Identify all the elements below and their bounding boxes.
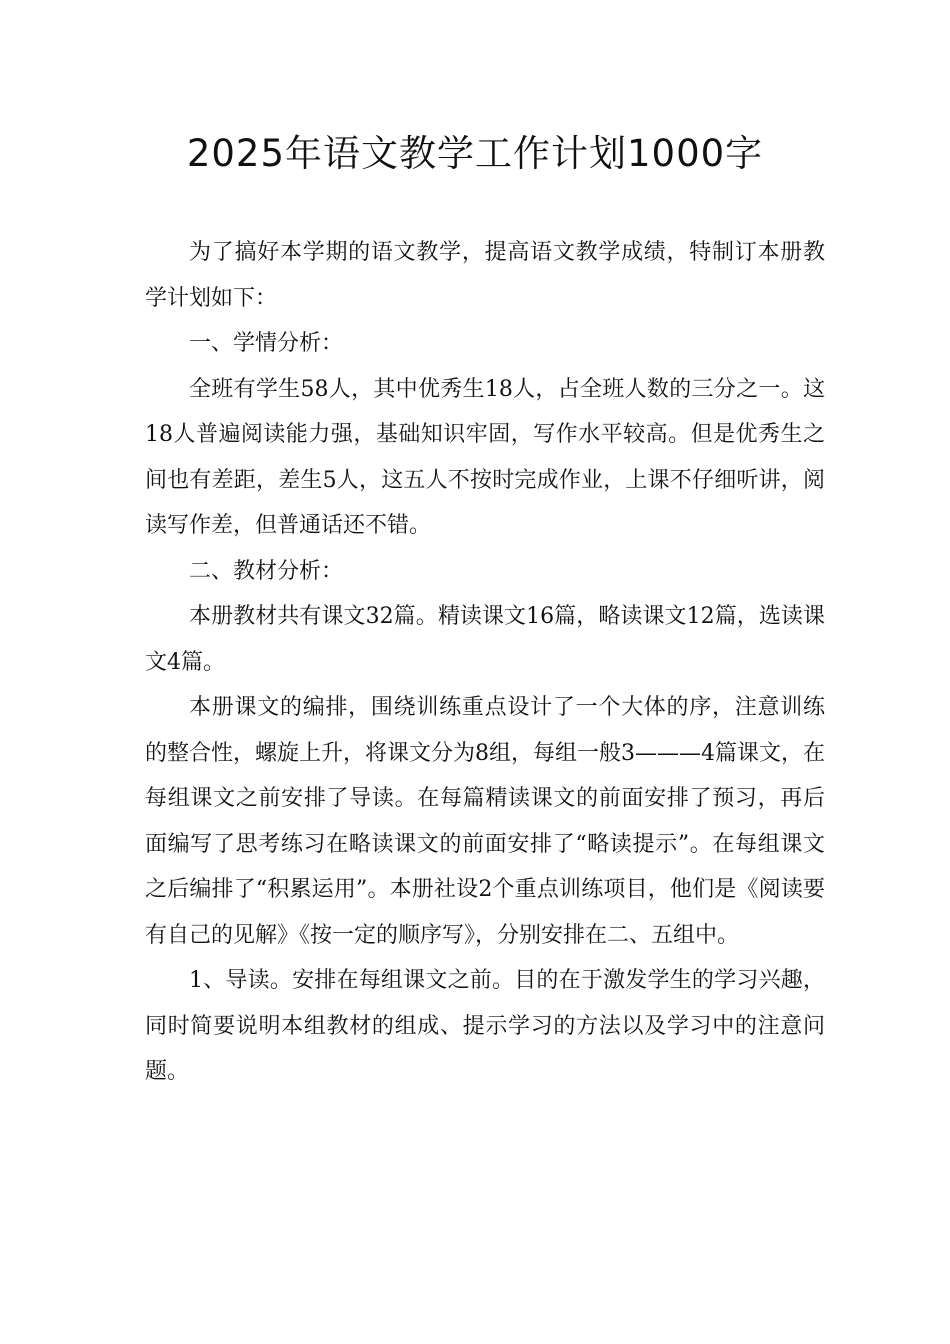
textbook-count-paragraph: 本册教材共有课文32篇。精读课文16篇，略读课文12篇，选读课文4篇。 (145, 604, 825, 675)
section-heading-student-analysis: 一、学情分析： (189, 331, 344, 356)
student-analysis-paragraph: 全班有学生58人，其中优秀生18人，占全班人数的三分之一。这18人普遍阅读能力强，基础知识牢固，写作水平较高。但是优秀生之间也有差距，差生5人，这五人不按时完成作业，上课不仔细听讲，阅读写作差，但普通话还不错。 (145, 376, 825, 538)
guide-reading-paragraph: 1、导读。安排在每组课文之前。目的在于激发学生的学习兴趣，同时简要说明本组教材的组成、提示学习的方法以及学习中的注意问题。 (145, 968, 825, 1084)
textbook-arrangement-paragraph: 本册课文的编排，围绕训练重点设计了一个大体的序，注意训练的整合性，螺旋上升，将课文分为8组，每组一般3———4篇课文，在每组课文之前安排了导读。在每篇精读课文的前面安排了预习，再后面编写了思考练习在略读课文的前面安排了“略读提示”。在每组课文之后编排了“积累运用”。本册社设2个重点训练项目，他们是《阅读要有自己的见解》《按一定的顺序写》，分别安排在二、五组中。 (145, 695, 825, 948)
intro-paragraph: 为了搞好本学期的语文教学，提高语文教学成绩，特制订本册教学计划如下： (145, 240, 825, 311)
document-body (145, 230, 825, 1095)
section-heading-textbook-analysis: 二、教材分析： (189, 558, 344, 584)
document-title: 2025年语文教学工作计划1000字 (186, 132, 764, 175)
